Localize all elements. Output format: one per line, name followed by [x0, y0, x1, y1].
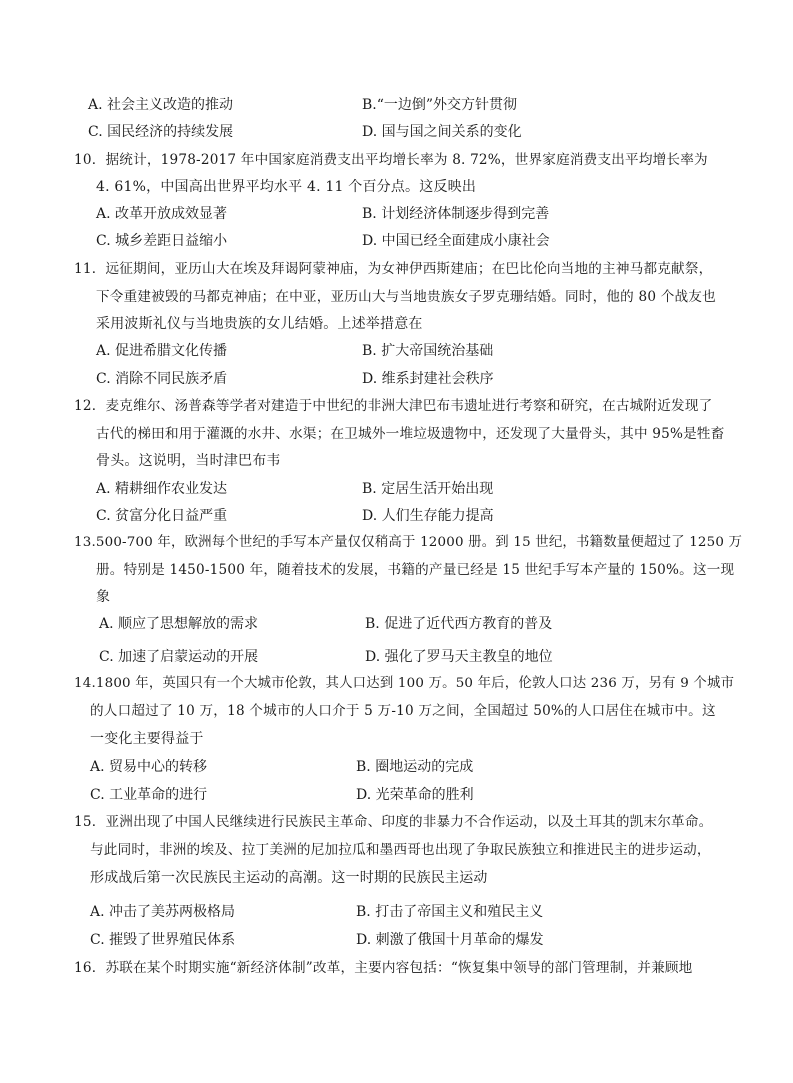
q11-option-c: C. 消除不同民族矛盾 — [96, 371, 228, 387]
q11-option-a: A. 促进希腊文化传播 — [96, 343, 228, 359]
q15-stem-line-3: 形成战后第一次民族民主运动的高潮。这一时期的民族民主运动 — [90, 870, 488, 886]
q13-option-c: C. 加速了启蒙运动的开展 — [99, 649, 259, 665]
q11-stem-line-3: 采用波斯礼仪与当地贵族的女儿结婚。上述举措意在 — [96, 316, 423, 332]
q15-stem-line-1: 15．亚洲出现了中国人民继续进行民族民主革命、印度的非暴力不合作运动，以及土耳其的凯末尔革命。 — [74, 814, 713, 830]
q14-option-d: D. 光荣革命的胜利 — [356, 787, 474, 803]
q13-option-a: A. 顺应了思想解放的需求 — [99, 616, 259, 632]
q11-stem-line-1: 11．远征期间，亚历山大在埃及拜谒阿蒙神庙，为女神伊西斯建庙；在巴比伦向当地的主神马都克献祭， — [74, 261, 713, 277]
q10-option-a: A. 改革开放成效显著 — [96, 206, 228, 222]
q11-option-b: B. 扩大帝国统治基础 — [362, 343, 494, 359]
q13-option-d: D. 强化了罗马天主教皇的地位 — [365, 649, 553, 665]
q10-option-d: D. 中国已经全面建成小康社会 — [362, 233, 550, 249]
q9-option-c: C. 国民经济的持续发展 — [88, 124, 234, 140]
q9-option-d: D. 国与国之间关系的变化 — [362, 124, 522, 140]
q12-option-b: B. 定居生活开始出现 — [362, 481, 494, 497]
q11-stem-line-2: 下令重建被毁的马都克神庙；在中亚，亚历山大与当地贵族女子罗克珊结婚。同时，他的 80 个战友也 — [96, 289, 716, 305]
q14-option-c: C. 工业革命的进行 — [90, 787, 208, 803]
q13-option-b: B. 促进了近代西方教育的普及 — [365, 616, 553, 632]
q10-stem-line-1: 10．据统计，1978-2017 年中国家庭消费支出平均增长率为 8. 72%，世界家庭消费支出平均增长率为 — [74, 152, 708, 168]
q11-option-d: D. 维系封建社会秩序 — [362, 371, 494, 387]
q15-option-a: A. 冲击了美苏两极格局 — [90, 904, 236, 920]
q9-option-b: B.“一边倒”外交方针贯彻 — [362, 97, 518, 113]
q10-option-b: B. 计划经济体制逐步得到完善 — [362, 206, 550, 222]
q14-option-b: B. 圈地运动的完成 — [356, 759, 474, 775]
q12-option-d: D. 人们生存能力提高 — [362, 508, 494, 524]
q12-option-a: A. 精耕细作农业发达 — [96, 481, 228, 497]
q14-stem-line-2: 的人口超过了 10 万，18 个城市的人口介于 5 万-10 万之间，全国超过 50%的人口居住在城市中。这 — [90, 703, 716, 719]
q12-stem-line-3: 骨头。这说明，当时津巴布韦 — [96, 453, 281, 469]
q12-stem-line-1: 12．麦克维尔、汤普森等学者对建造于中世纪的非洲大津巴布韦遗址进行考察和研究，在古城附近发现了 — [74, 398, 713, 414]
q13-stem-line-2: 册。特别是 1450-1500 年，随着技术的发展，书籍的产量已经是 15 世纪手写本产量的 150%。这一现 — [96, 562, 735, 578]
q15-option-d: D. 刺激了俄国十月革命的爆发 — [356, 932, 544, 948]
q15-option-b: B. 打击了帝国主义和殖民主义 — [356, 904, 544, 920]
q10-stem-line-2: 4. 61%，中国高出世界平均水平 4. 11 个百分点。这反映出 — [96, 179, 477, 195]
q13-stem-line-1: 13.500-700 年，欧洲每个世纪的手写本产量仅仅稍高于 12000 册。到 15 世纪，书籍数量便超过了 1250 万 — [74, 535, 743, 550]
q12-option-c: C. 贫富分化日益严重 — [96, 508, 228, 524]
q9-option-a: A. 社会主义改造的推动 — [88, 97, 234, 113]
q10-option-c: C. 城乡差距日益缩小 — [96, 233, 228, 249]
q14-stem-line-1: 14.1800 年，英国只有一个大城市伦敦，其人口达到 100 万。50 年后，伦敦人口达 236 万，另有 9 个城市 — [74, 676, 735, 691]
q12-stem-line-2: 古代的梯田和用于灌溉的水井、水渠；在卫城外一堆垃圾遗物中，还发现了大量骨头，其中 95%是牲畜 — [96, 426, 725, 442]
q14-option-a: A. 贸易中心的转移 — [90, 759, 208, 775]
q14-stem-line-3: 一变化主要得益于 — [90, 731, 204, 747]
q16-stem-line-1: 16．苏联在某个时期实施“新经济体制”改革，主要内容包括：“恢复集中领导的部门管理制，并兼顾地 — [74, 960, 693, 976]
q15-stem-line-2: 与此同时，非洲的埃及、拉丁美洲的尼加拉瓜和墨西哥也出现了争取民族独立和推进民主的进步运动， — [90, 842, 711, 858]
q15-option-c: C. 摧毁了世界殖民体系 — [90, 932, 236, 948]
q13-stem-line-3: 象 — [96, 589, 111, 605]
